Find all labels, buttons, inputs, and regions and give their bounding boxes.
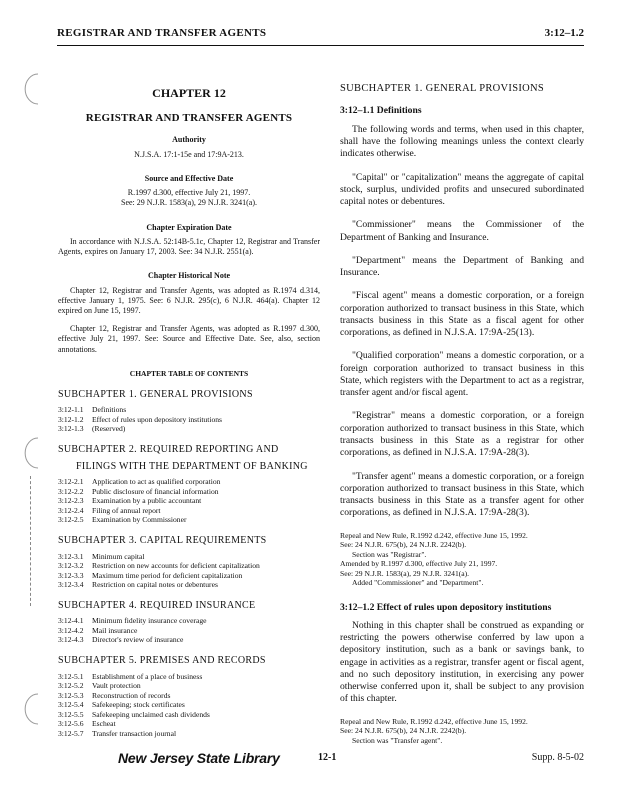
toc-entry <box>58 616 320 625</box>
toc-entry-number: 3:12-1.2 <box>58 414 84 424</box>
toc-subchapter <box>58 600 320 645</box>
toc-entry-number: 3:12-2.1 <box>58 477 84 487</box>
source-line: See: 29 N.J.R. 1583(a), 29 N.J.R. 3241(a). <box>121 198 257 208</box>
punch-hole-mark <box>24 72 44 106</box>
subchapter-title: SUBCHAPTER 1. GENERAL PROVISIONS <box>340 83 545 94</box>
toc-entry <box>58 506 320 515</box>
definition-paragraph: "Registrar" means a domestic corporation, or a foreign corporation authorized to transact business in this State, which transacts business in this State as a registrar for other corporations, as defined in N.J.S.A. 17:9A-28(3). <box>340 410 584 459</box>
page-footer <box>0 750 618 770</box>
toc-entry-number: 3:12-4.3 <box>58 635 84 645</box>
toc-entry-number: 3:12-5.7 <box>58 728 84 738</box>
toc-subchapter-title: SUBCHAPTER 2. REQUIRED REPORTING AND <box>58 443 279 455</box>
punch-hole-mark <box>24 692 44 726</box>
definition-paragraph: "Commissioner" means the Commissioner of the Department of Banking and Insurance. <box>340 219 584 243</box>
authority-text: N.J.S.A. 17:1-15e and 17:9A-213. <box>134 149 244 159</box>
toc-entry <box>58 729 320 738</box>
toc-entry-title: Transfer transaction journal <box>92 728 177 738</box>
left-column <box>58 68 320 748</box>
toc-subchapter-title: SUBCHAPTER 4. REQUIRED INSURANCE <box>58 599 256 611</box>
history-note <box>340 531 584 588</box>
history-note-line: See: 24 N.J.R. 675(b), 24 N.J.R. 2242(b). <box>340 726 467 736</box>
toc-entry-title: Filing of annual report <box>92 505 161 515</box>
running-header <box>57 27 584 46</box>
toc-entry <box>58 552 320 561</box>
history-paragraph: Chapter 12, Registrar and Transfer Agents, was adopted as R.1974 d.314, effective January 1, 1975. See: 6 N.J.R. 295(c), 6 N.J.R. 464(a). Chapter 12 expired on June 15, 1997. <box>58 285 320 316</box>
toc-entry <box>58 487 320 496</box>
page-number: 12-1 <box>318 752 337 763</box>
toc-entry-number: 3:12-1.3 <box>58 424 84 434</box>
authority-heading: Authority <box>172 135 206 145</box>
toc-entry <box>58 635 320 644</box>
toc-entry-title: Restriction on new accounts for deficient capitalization <box>92 561 260 571</box>
history-note <box>340 717 584 745</box>
toc-entry-number: 3:12-5.5 <box>58 709 84 719</box>
toc-entry-title: Director's review of insurance <box>92 635 184 645</box>
toc-entry <box>58 580 320 589</box>
toc-entry-title: Escheat <box>92 719 116 729</box>
section-heading: 3:12–1.1 Definitions <box>340 105 422 117</box>
toc-entry-number: 3:12-5.4 <box>58 700 84 710</box>
toc-entry <box>58 672 320 681</box>
toc-entry-number: 3:12-2.5 <box>58 515 84 525</box>
toc-entry-title: Definitions <box>92 405 127 415</box>
toc-entry-title: Reconstruction of records <box>92 690 171 700</box>
toc-entry-title: Application to act as qualified corporation <box>92 477 221 487</box>
definition-paragraph: The following words and terms, when used in this chapter, shall have the following meanings unless the context clearly indicates otherwise. <box>340 123 584 160</box>
toc-subchapter <box>58 389 320 434</box>
history-note-line: Section was "Transfer agent". <box>352 735 443 745</box>
toc-entry-title: Examination by Commissioner <box>92 515 187 525</box>
definition-paragraph: "Department" means the Department of Banking and Insurance. <box>340 254 584 279</box>
toc-subchapter <box>58 444 320 525</box>
source-heading: Source and Effective Date <box>144 173 234 183</box>
source-line: R.1997 d.300, effective July 21, 1997. <box>127 188 251 198</box>
toc-entry-number: 3:12-3.3 <box>58 570 84 580</box>
definition-paragraph: "Transfer agent" means a domestic corporation, or a foreign corporation authorized to transact business in this State, which transacts business in this State as a transfer agent for other corporations, as defined in N.J.S.A. 17:9A-28(3). <box>340 470 584 519</box>
toc-entry <box>58 571 320 580</box>
history-note-line: Repeal and New Rule, R.1992 d.242, effective June 15, 1992. <box>340 530 528 540</box>
toc-entry <box>58 691 320 700</box>
toc-entry <box>58 561 320 570</box>
toc-entry-title: Maximum time period for deficient capitalization <box>92 570 243 580</box>
toc-entry-number: 3:12-2.3 <box>58 496 84 506</box>
chapter-title: REGISTRAR AND TRANSFER AGENTS <box>85 112 293 125</box>
right-column <box>340 68 584 759</box>
expiration-heading: Chapter Expiration Date <box>146 222 232 232</box>
toc-entry-title: Safekeeping unclaimed cash dividends <box>92 709 210 719</box>
toc-entry-title: (Reserved) <box>92 424 126 434</box>
toc-entry-number: 3:12-5.2 <box>58 681 84 691</box>
expiration-text: In accordance with N.J.S.A. 52:14B-5.1c, Chapter 12, Registrar and Transfer Agents, expires on January 17, 2003. See: 34 N.J.R. 2551(a). <box>58 236 320 257</box>
toc-entry-number: 3:12-5.1 <box>58 671 84 681</box>
toc-subchapter-title: FILINGS WITH THE DEPARTMENT OF BANKING <box>76 460 308 472</box>
toc-entry-title: Examination by a public accountant <box>92 496 202 506</box>
toc-entry-number: 3:12-2.4 <box>58 505 84 515</box>
toc-entry-number: 3:12-3.1 <box>58 551 84 561</box>
section-text: Nothing in this chapter shall be construed as expanding or restricting the powers otherwise conferred by law upon a depository institution, such as a bank or savings bank, to engage in activities as a registrar, transfer agent or fiscal agent, and no such depository institution, in exercising any power otherwise conferred upon it, shall be subject to any provision of this chapter. <box>340 619 584 705</box>
toc-subchapter-title: SUBCHAPTER 5. PREMISES AND RECORDS <box>58 654 266 666</box>
toc-entry <box>58 626 320 635</box>
toc-entry <box>58 415 320 424</box>
toc-entry-title: Minimum capital <box>92 551 145 561</box>
toc-entry <box>58 515 320 524</box>
history-note-line: See: 29 N.J.R. 1583(a), 29 N.J.R. 3241(a). <box>340 568 470 578</box>
history-note-line: See: 24 N.J.R. 675(b), 24 N.J.R. 2242(b). <box>340 540 467 550</box>
toc-entry <box>58 700 320 709</box>
toc-subchapter <box>58 655 320 738</box>
toc-entry-number: 3:12-5.6 <box>58 719 84 729</box>
punch-hole-mark <box>24 436 44 470</box>
supplement-date: Supp. 8-5-02 <box>531 752 584 763</box>
toc-entry-title: Public disclosure of financial information <box>92 486 219 496</box>
library-stamp: New Jersey State Library <box>118 750 280 766</box>
toc-entry-title: Vault protection <box>92 681 141 691</box>
history-heading: Chapter Historical Note <box>147 271 231 281</box>
toc-entry-title: Restriction on capital notes or debentures <box>92 580 218 590</box>
toc-entry-number: 3:12-3.4 <box>58 580 84 590</box>
toc-entry <box>58 496 320 505</box>
toc-entry-number: 3:12-5.3 <box>58 690 84 700</box>
toc-entry-title: Safekeeping; stock certificates <box>92 700 185 710</box>
toc-entry-title: Mail insurance <box>92 625 138 635</box>
history-note-line: Amended by R.1997 d.300, effective July 21, 1997. <box>340 559 498 569</box>
toc-subchapter <box>58 535 320 590</box>
toc-entry <box>58 477 320 486</box>
toc-heading: CHAPTER TABLE OF CONTENTS <box>129 368 249 378</box>
toc-entry-number: 3:12-3.2 <box>58 561 84 571</box>
toc-entry-number: 3:12-1.1 <box>58 405 84 415</box>
toc-entry-title: Effect of rules upon depository institutions <box>92 414 222 424</box>
toc-subchapter-title: SUBCHAPTER 3. CAPITAL REQUIREMENTS <box>58 534 267 546</box>
history-note-line: Repeal and New Rule, R.1992 d.242, effective June 15, 1992. <box>340 716 528 726</box>
definition-paragraph: "Fiscal agent" means a domestic corporation, or a foreign corporation authorized to transact business in this State, which transacts business in this State as a fiscal agent for other corporations, as defined in N.J.S.A. 17:9A-25(13). <box>340 290 584 339</box>
definition-paragraph: "Capital" or "capitalization" means the aggregate of capital stock, surplus, undivided profits and unsecured subordinated capital notes or debentures. <box>340 171 584 208</box>
toc-entry <box>58 681 320 690</box>
section-heading: 3:12–1.2 Effect of rules upon depository institutions <box>340 601 552 613</box>
toc-subchapter-title: SUBCHAPTER 1. GENERAL PROVISIONS <box>58 388 253 400</box>
toc-entry-title: Minimum fidelity insurance coverage <box>92 616 207 626</box>
toc-entry-number: 3:12-2.2 <box>58 486 84 496</box>
source-text <box>58 188 320 208</box>
table-of-contents <box>58 389 320 738</box>
toc-entry <box>58 405 320 414</box>
toc-entry-number: 3:12-4.2 <box>58 625 84 635</box>
margin-dashed-line <box>30 476 32 606</box>
toc-entry <box>58 424 320 433</box>
definition-paragraph: "Qualified corporation" means a domestic corporation, or a foreign corporation authorized to transact business in this State, which registers with the Department to act as a registrar, transfer agent and/or fiscal agent. <box>340 350 584 399</box>
toc-entry <box>58 710 320 719</box>
header-section-number: 3:12–1.2 <box>544 27 584 39</box>
toc-entry <box>58 719 320 728</box>
chapter-number: CHAPTER 12 <box>152 86 226 100</box>
history-note-line: Added "Commissioner" and "Department". <box>352 578 484 588</box>
history-note-line: Section was "Registrar". <box>352 549 427 559</box>
definitions-list <box>340 124 584 520</box>
toc-entry-title: Establishment of a place of business <box>92 671 203 681</box>
history-paragraph: Chapter 12, Registrar and Transfer Agents, was adopted as R.1997 d.300, effective July 21, 1997. See: Source and Effective Date. See, also, section annotations. <box>58 324 320 354</box>
header-title: REGISTRAR AND TRANSFER AGENTS <box>57 27 267 39</box>
toc-entry-number: 3:12-4.1 <box>58 616 84 626</box>
